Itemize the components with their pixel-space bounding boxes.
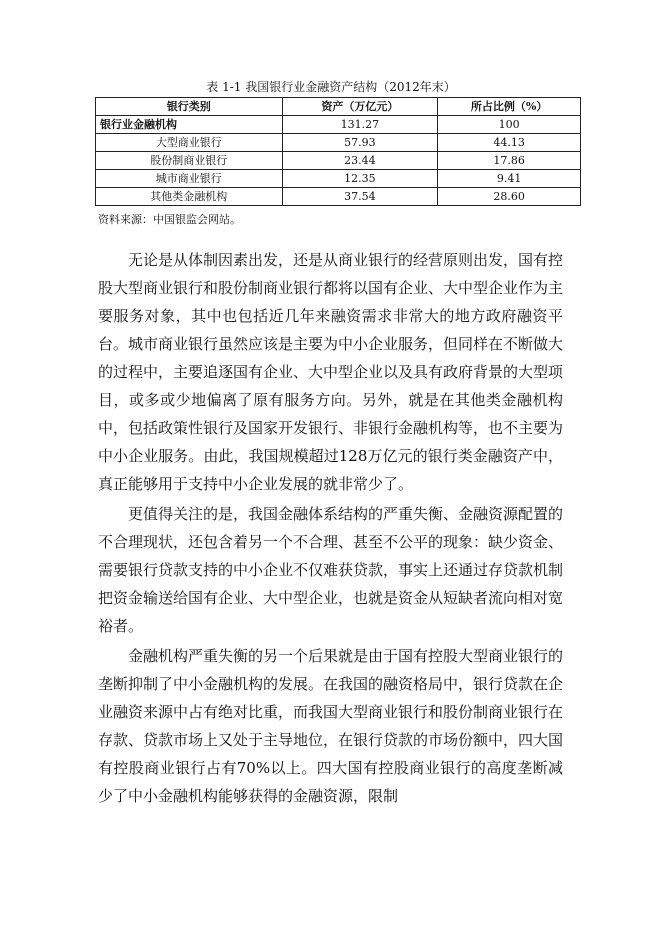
row-assets: 37.54 (282, 188, 438, 206)
row-category: 其他类金融机构 (96, 188, 283, 206)
bank-assets-table (95, 97, 581, 206)
row-share: 9.41 (438, 170, 581, 188)
row-category: 银行业金融机构 (96, 116, 283, 134)
header-share: 所占比例（%） (438, 98, 581, 116)
row-category: 城市商业银行 (96, 170, 283, 188)
paragraph: 更值得关注的是，我国金融体系结构的严重失衡、金融资源配置的不合理现状，还包含着另一个不合理、甚至不公平的现象：缺少资金、需要银行贷款支持的中小企业不仅难获贷款，事实上还通过存贷款机制把资金输送给国有企业、大中型企业，也就是资金从短缺者流向相对宽裕者。 (98, 505, 564, 635)
table-row (96, 188, 581, 206)
table-row (96, 170, 581, 188)
row-share: 44.13 (438, 134, 581, 152)
row-share: 100 (438, 116, 581, 134)
table-caption: 表 1-1 我国银行业金融资产结构（2012年末） (206, 80, 456, 94)
row-assets: 23.44 (282, 152, 438, 170)
paragraph: 无论是从体制因素出发，还是从商业银行的经营原则出发，国有控股大型商业银行和股份制商业银行都将以国有企业、大中型企业作为主要服务对象，其中也包括近几年来融资需求非常大的地方政府融资平台。城市商业银行虽然应该是主要为中小企业服务，但同样在不断做大的过程中，主要追逐国有企业、大中型企业以及具有政府背景的大型项目，或多或少地偏离了原有服务方向。另外，就是在其他类金融机构中，包括政策性银行及国家开发银行、非银行金融机构等，也不主要为中小企业服务。由此，我国规模超过128万亿元的银行类金融资产中，真正能够用于支持中小企业发展的就非常少了。 (98, 251, 564, 493)
header-assets: 资产（万亿元） (282, 98, 438, 116)
header-category: 银行类别 (96, 98, 283, 116)
table-row (96, 134, 581, 152)
row-assets: 131.27 (282, 116, 438, 134)
table-header-row (96, 98, 581, 116)
table-row (96, 152, 581, 170)
body-text (98, 246, 563, 812)
table-source-note: 资料来源：中国银监会网站。 (98, 213, 241, 226)
row-share: 28.60 (438, 188, 581, 206)
row-category: 股份制商业银行 (96, 152, 283, 170)
table-row (96, 116, 581, 134)
row-category: 大型商业银行 (96, 134, 283, 152)
paragraph: 金融机构严重失衡的另一个后果就是由于国有控股大型商业银行的垄断抑制了中小金融机构的发展。在我国的融资格局中，银行贷款在企业融资来源中占有绝对比重，而我国大型商业银行和股份制商业银行在存款、贷款市场上又处于主导地位，在银行贷款的市场份额中，四大国有控股商业银行占有70%以上。四大国有控股商业银行的高度垄断减少了中小金融机构能够获得的金融资源，限制 (98, 647, 564, 805)
row-assets: 57.93 (282, 134, 438, 152)
row-assets: 12.35 (282, 170, 438, 188)
row-share: 17.86 (438, 152, 581, 170)
